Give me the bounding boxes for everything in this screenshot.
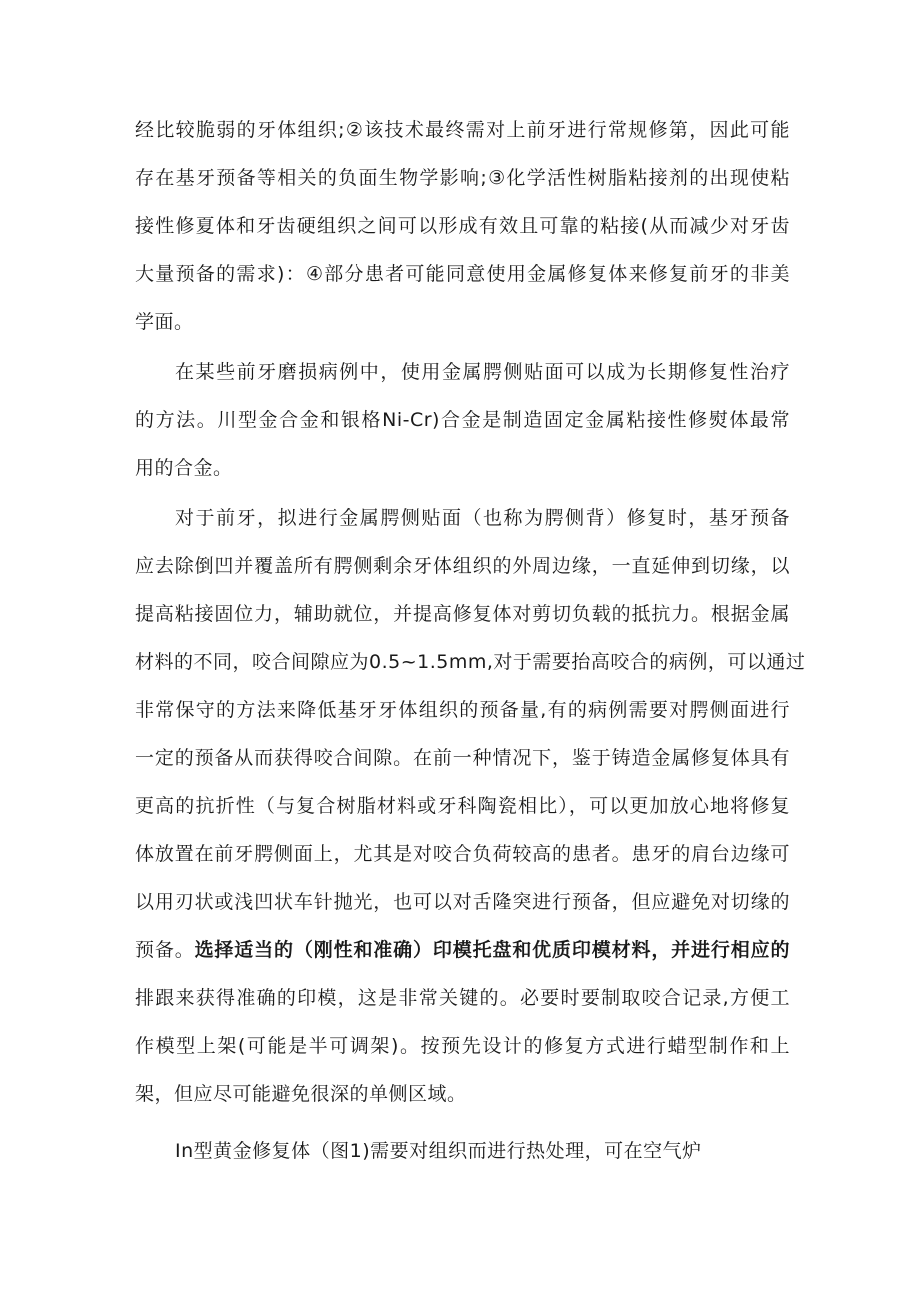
text-line: 接性修夏体和牙齿硬组织之间可以形成有效且可靠的粘接(从而减少对牙齿 <box>135 215 790 237</box>
text-line: 学面。 <box>135 311 194 333</box>
text-line: 对于前牙，拟进行金属腭侧贴面（也称为腭侧背）修复时，基牙预备 <box>175 507 790 529</box>
paragraph-3 <box>135 494 806 1118</box>
text-line: 排跟来获得准确的印模，这是非常关键的。必要时要制取咬合记录,方便工 <box>135 987 790 1009</box>
text-line: In型黄金修复体（图1)需要对组织而进行热处理，可在空气炉 <box>175 1140 702 1162</box>
paragraph-2 <box>135 348 790 492</box>
text-line: 作模型上架(可能是半可调架)。按预先设计的修复方式进行蜡型制作和上 <box>135 1035 790 1057</box>
bold-text-segment: 选择适当的（刚性和准确）印模托盘和优质印模材料，并进行相应的 <box>194 939 790 961</box>
text-line: 提高粘接固位力，辅助就位，并提高修复体对剪切负载的抵抗力。根据金属 <box>135 603 790 625</box>
text-line: 一定的预备从而获得咬合间隙。在前一种情况下，鉴于铸造金属修复体具有 <box>135 747 790 769</box>
text-segment: 预备。 <box>135 939 195 961</box>
paragraph-1 <box>135 106 790 346</box>
text-line-mixed <box>135 926 790 974</box>
text-line: 材料的不同，咬合间隙应为0.5~1.5mm,对于需要抬高咬合的病例，可以通过 <box>135 651 806 673</box>
text-line: 经比较脆弱的牙体组织;②该技术最终需对上前牙进行常规修第，因此可能 <box>135 119 790 141</box>
text-line: 在某些前牙磨损病例中，使用金属腭侧贴面可以成为长期修复性治疗 <box>175 361 790 383</box>
text-line: 非常保守的方法来降低基牙牙体组织的预备量,有的病例需要对腭侧面进行 <box>135 699 790 721</box>
text-line: 体放置在前牙腭侧面上，尤其是对咬合负荷较高的患者。患牙的肩台边缘可 <box>135 843 790 865</box>
text-line: 用的合金。 <box>135 457 233 479</box>
text-line: 以用刃状或浅凹状车针抛光，也可以对舌隆突进行预备，但应避免对切缘的 <box>135 891 790 913</box>
text-line: 大量预备的需求)：④部分患者可能同意使用金属修复体来修复前牙的非美 <box>135 263 790 285</box>
text-line: 应去除倒凹并覆盖所有腭侧剩余牙体组织的外周边缘，一直延伸到切缘，以 <box>135 555 790 577</box>
text-line: 架，但应尽可能避免很深的单侧区域。 <box>135 1083 467 1105</box>
text-line: 的方法。川型金合金和银格Ni-Cr)合金是制造固定金属粘接性修熨体最常 <box>135 409 790 431</box>
paragraph-4 <box>135 1127 790 1175</box>
text-line: 更高的抗折性（与复合树脂材料或牙科陶瓷相比），可以更加放心地将修复 <box>135 795 790 817</box>
text-line: 存在基牙预备等相关的负面生物学影响;③化学活性树脂粘接剂的出现使粘 <box>135 167 790 189</box>
